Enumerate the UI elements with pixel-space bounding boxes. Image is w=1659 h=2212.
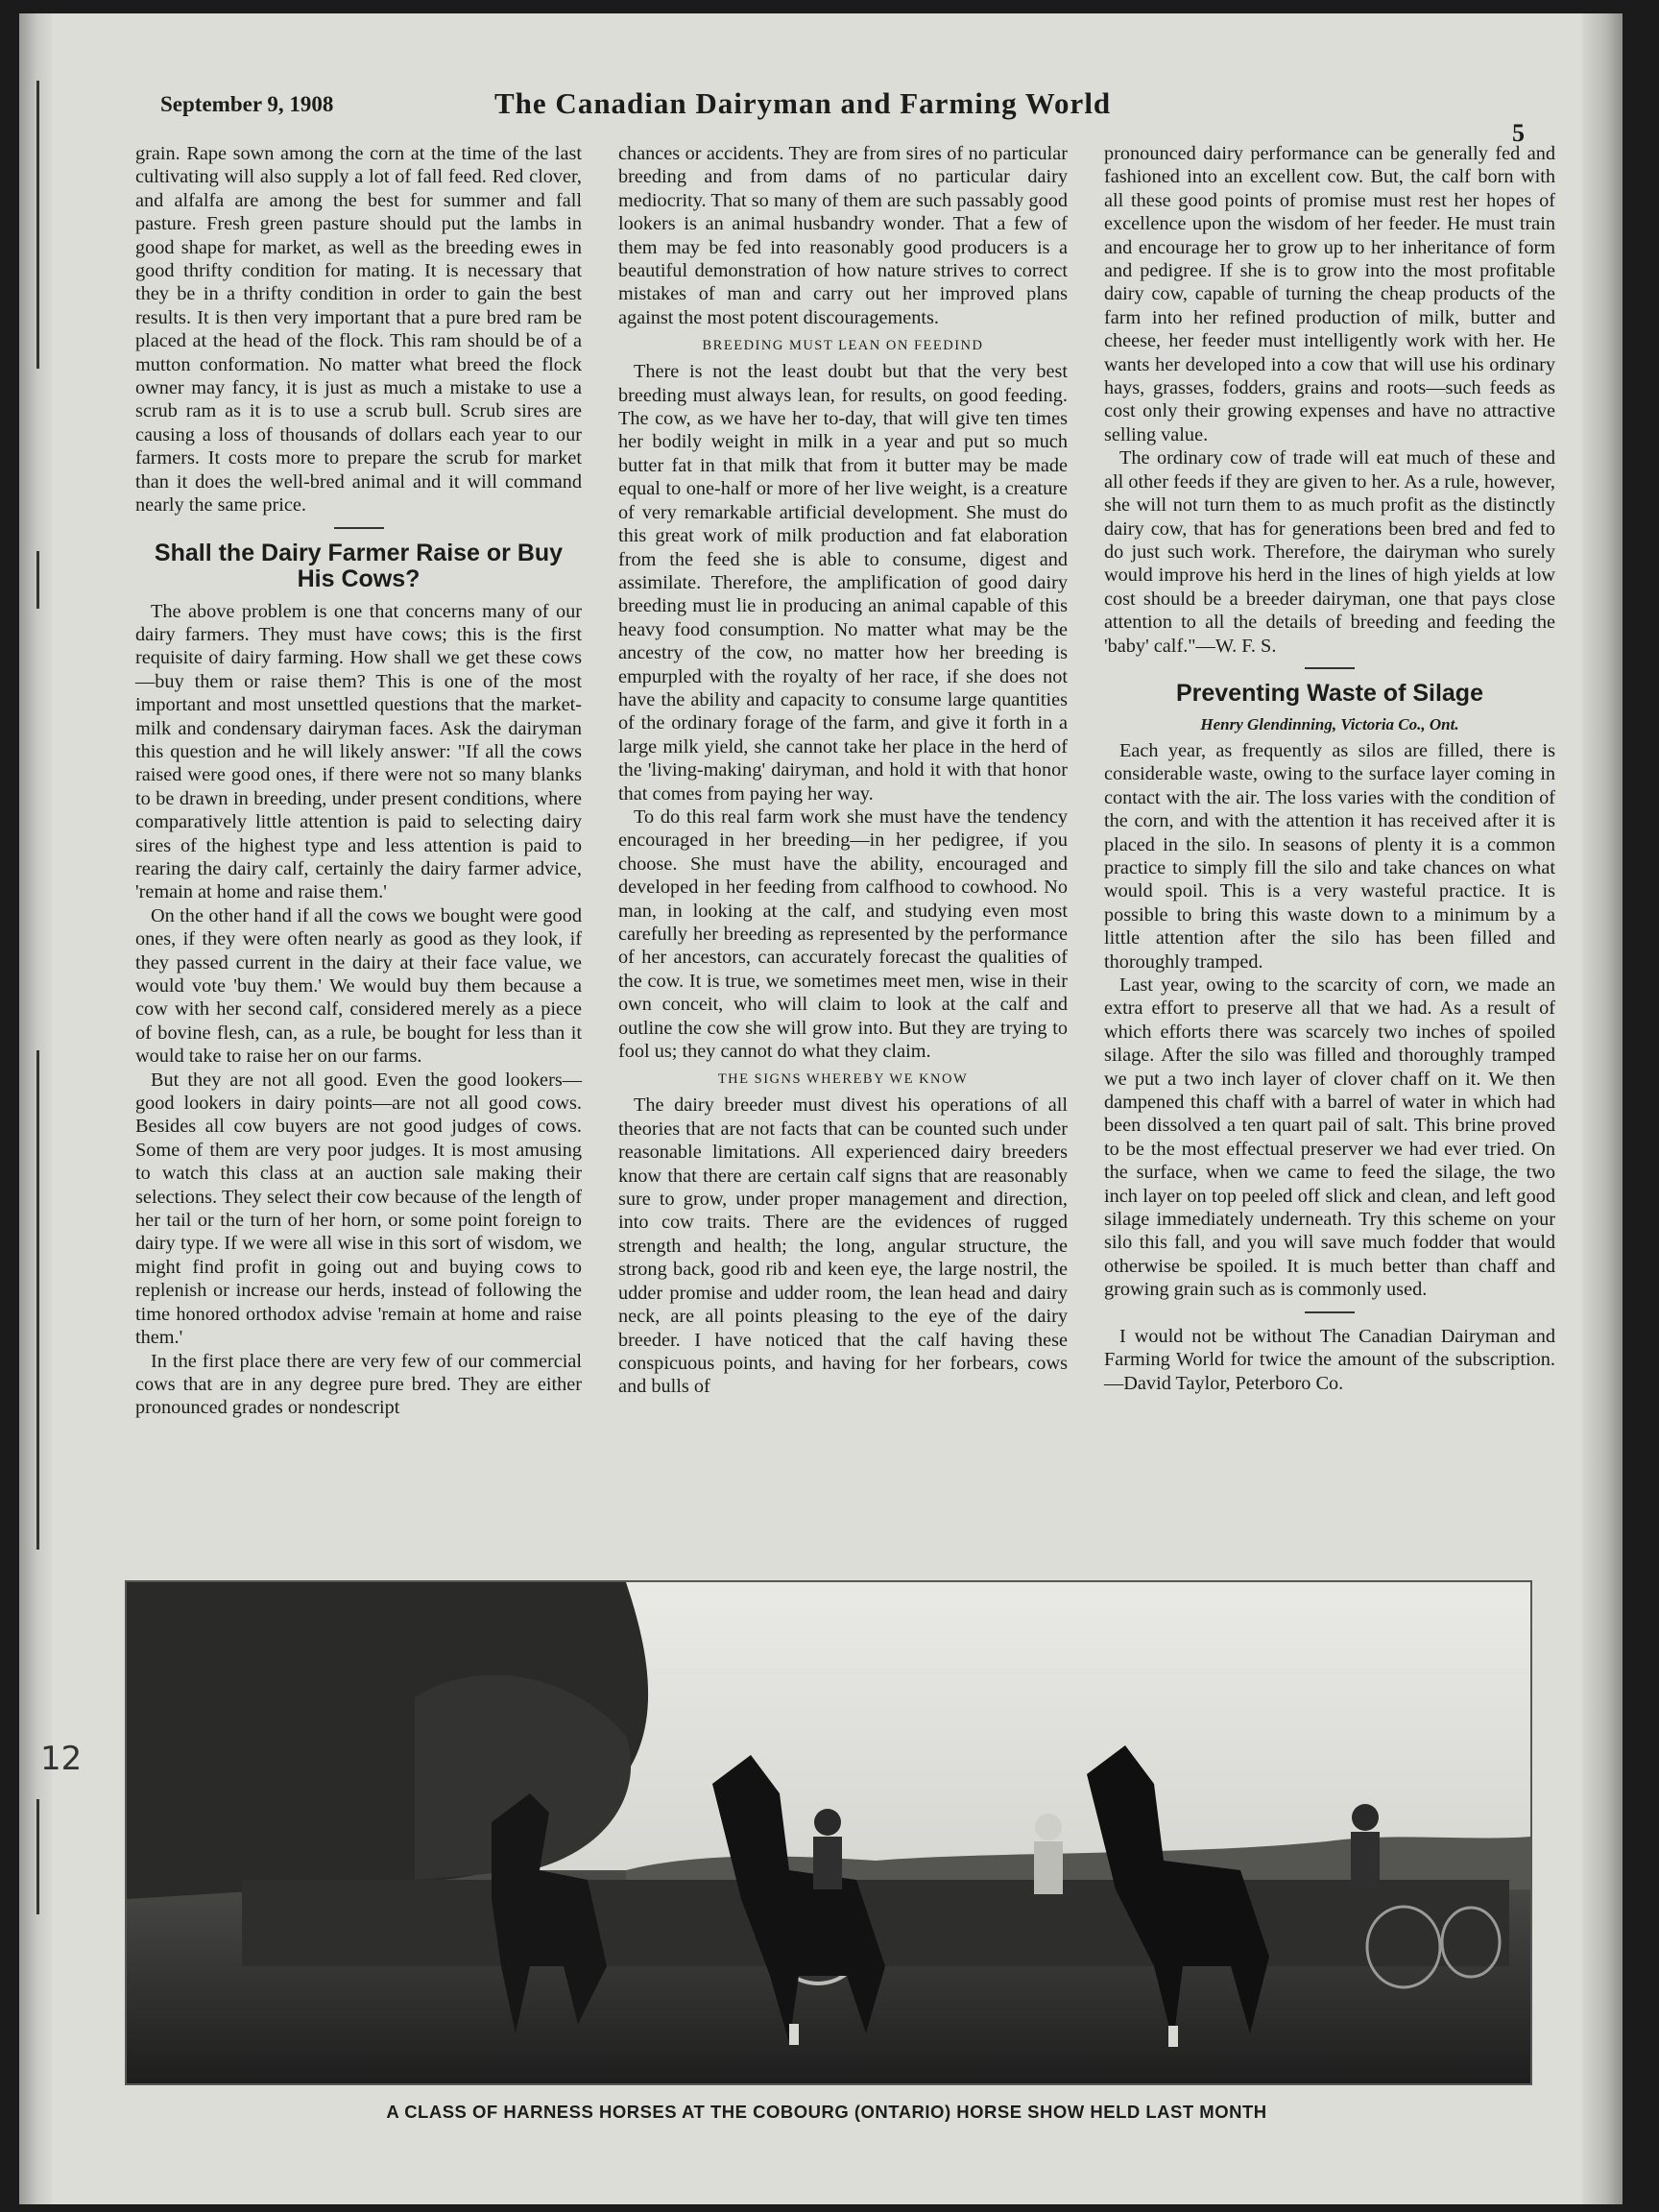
article-heading: Preventing Waste of Silage <box>1176 679 1483 707</box>
paragraph: chances or accidents. They are from sires of no particular breeding and from dams of no particular dairy mediocrity. That so many of them are such passably good lookers is an animal husbandry wonder. That a few of them may be fed into reasonably good producers is a beautiful demonstration of how nature strives to correct mistakes of man and carry out her improved plans against the most potent discouragements. <box>618 143 1068 328</box>
testimonial-paragraph: I would not be without The Canadian Dairyman and Farming World for twice the amount of the subscription.—David Taylor, Peterboro Co. <box>1104 1325 1555 1394</box>
spine-mark <box>36 1799 39 1914</box>
binding-spine <box>19 13 52 2204</box>
column-2 <box>618 142 1068 1399</box>
spine-mark <box>36 81 39 369</box>
issue-date: September 9, 1908 <box>160 92 334 116</box>
section-divider <box>334 527 384 529</box>
page-header <box>139 83 1551 147</box>
masthead: The Canadian Dairyman and Farming World <box>494 86 1112 120</box>
author-byline: Henry Glendinning, Victoria Co., Ont. <box>1200 714 1459 733</box>
paragraph: But they are not all good. Even the good lookers—good lookers in dairy points—are not all good cows. Besides all cow buyers are not good judges of cows. Some of them are very poor judges. It is most amusing to watch this class at an auction sale making their selections. They select their cow because of the length of her tail or the turn of her horn, or some point foreign to dairy type. If we were all wise in this sort of wisdom, we might find profit in going out and buying cows to replenish or increase our herds, instead of following the time honored orthodox advise 'remain at home and raise them.' <box>135 1069 582 1349</box>
section-divider <box>1305 1311 1355 1313</box>
photo-illustration <box>127 1582 1530 2083</box>
photo-caption: A CLASS OF HARNESS HORSES AT THE COBOURG (ONTARIO) HORSE SHOW HELD LAST MONTH <box>386 2102 1267 2122</box>
paragraph: On the other hand if all the cows we bought were good ones, if they were often nearly as good as they look, if they passed current in the dairy at their face value, we would vote 'buy them.' We would buy them because a cow with her second calf, considered merely as a piece of bovine flesh, can, as a rule, be bought for less than it would take to raise her on our farms. <box>135 904 582 1068</box>
paragraph: pronounced dairy performance can be generally fed and fashioned into an excellent cow. But, the calf born with all these good points of promise must rest her hopes of excellence upon the wisdom of her feeder. He must train and encourage her to grow up to her inheritance of form and pedigree. If she is to grow into the most profitable dairy cow, capable of turning the cheap products of the farm into her refined production of milk, butter and cheese, her feeder must intelligently work with her. He wants her developed into a cow that will use his ordinary hays, grasses, fodders, grains and roots—such feeds as cost only their growing expenses and have no attractive selling value. <box>1104 143 1555 445</box>
handwritten-margin-mark: 12 <box>40 1740 83 1778</box>
page-edge-shadow <box>1582 13 1623 2204</box>
column-1 <box>135 142 582 1420</box>
spine-mark <box>36 551 39 609</box>
spine-mark <box>36 1050 39 1550</box>
section-divider <box>1305 667 1355 669</box>
paragraph: There is not the least doubt but that the very best breeding must always lean, for results, on good feeding. The cow, as we have her to-day, that will give ten times her bodily weight in milk in a year and put so much butter fat in that milk that from it butter may be made equal to one-half or more of her live weight, is a creature of very remarkable artificial development. She must do this great work of milk production and fat elaboration from the feed she is able to consume, digest and assimilate. Therefore, the amplification of good dairy breeding must lie in producing an animal capable of this heavy food consumption. No matter what may be the ancestry of the cow, no matter how her breeding is empurpled with the royalty of her race, if she does not have the ability and capacity to consume large quantities of the ordinary forage of the farm, and give it forth in a large milk yield, she cannot take her place in the herd of the 'living-making' dairyman, and hold it with that honor that comes from paying her way. <box>618 361 1068 805</box>
subheading: THE SIGNS WHEREBY WE KNOW <box>717 1071 969 1088</box>
column-3 <box>1104 142 1555 1395</box>
page-number: 5 <box>1512 119 1525 147</box>
subheading: BREEDING MUST LEAN ON FEEDIND <box>702 338 984 354</box>
paragraph: grain. Rape sown among the corn at the time of the last cultivating will also supply a lot of fall feed. Red clover, and alfalfa are among the best for summer and fall pasture. Fresh green pasture should put the lambs in good shape for market, as well as the breeding ewes in good thrifty condition for mating. It is necessary that they be in a thrifty condition in order to gain the best results. It is then very important that a pure bred ram be placed at the head of the flock. This ram should be of a mutton conformation. No matter what breed the flock owner may fancy, it is just as much a mistake to use a scrub ram as it is to use a scrub bull. Scrub sires are causing a loss of thousands of dollars each year to our farmers. It costs more to prepare the scrub for market than it does the well-bred animal and it will command nearly the same price. <box>135 143 582 517</box>
paragraph: The dairy breeder must divest his operations of all theories that are not facts that can be counted such under reasonable limitations. All experienced dairy breeders know that there are certain calf signs that are reasonably sure to grow, under proper management and direction, into cow traits. There are the evidences of rugged strength and health; the long, angular structure, the strong back, good rib and keen eye, the large nostril, the udder promise and udder room, the lean head and dairy neck, are all points pleasing to the eye of the dairy breeder. I have noticed that the calf having these conspicuous points, and having for her forbears, cows and bulls of <box>618 1094 1068 1398</box>
paragraph: Last year, owing to the scarcity of corn, we made an extra effort to preserve all that we had. As a result of which efforts there was scarcely two inches of spoiled silage. After the silo was filled and thoroughly tramped we put a two inch layer of clover chaff on it. We then dampened this chaff with a barrel of water in which had been dissolved a ten quart pail of salt. This brine proved to be the most effectual preserver we had ever tried. On the surface, when we came to feed the silage, the two inch layer on top peeled off slick and clean, and left good silage immediately underneath. Try this scheme on your silo this fall, and you will save much fodder that would otherwise be spoiled. It is much better than chaff and growing grain such as is commonly used. <box>1104 974 1555 1301</box>
article-heading: Shall the Dairy Farmer Raise or Buy His Cows? <box>154 539 564 592</box>
horse-show-photograph <box>125 1580 1532 2085</box>
paragraph: The above problem is one that concerns many of our dairy farmers. They must have cows; this is the first requisite of dairy farming. How shall we get these cows—buy them or raise them? This is one of the most important and most unsettled questions that the market-milk and condensary dairyman faces. Ask the dairyman this question and he will likely answer: "If all the cows raised were good ones, if there were not so many blanks to be drawn in breeding, under present conditions, where comparatively little attention is paid to selecting dairy sires of the highest type and less attention is paid to rearing the dairy calf, certainly the dairy farmer advice, 'remain at home and raise them.' <box>135 600 582 903</box>
paragraph: Each year, as frequently as silos are filled, there is considerable waste, owing to the surface layer coming in contact with the air. The loss varies with the condition of the corn, and with the attention it has received after it is placed in the silo. In seasons of plenty it is a common practice to simply fill the silo and take chances on what would spoil. This is a very wasteful practice. It is possible to bring this waste down to a minimum by a little attention after the silo has been filled and thoroughly tramped. <box>1104 739 1555 973</box>
paragraph: In the first place there are very few of our commercial cows that are in any degree pure bred. They are either pronounced grades or nondescript <box>135 1350 582 1419</box>
paragraph: To do this real farm work she must have the tendency encouraged in her breeding—in her pedigree, if you choose. She must have the ability, encouraged and developed in her feeding from calfhood to cowhood. No man, in looking at the calf, and studying even most carefully her breeding as represented by the performance of her ancestors, can accurately forecast the qualities of the cow. It is true, we sometimes meet men, wise in their own conceit, who will claim to look at the calf and outline the cow she will grow into. But they are trying to fool us; they cannot do what they claim. <box>618 805 1068 1063</box>
paragraph: The ordinary cow of trade will eat much of these and all other feeds if they are given to her. As a rule, however, she will not turn them to as much profit as the distinctly dairy cow, that has for generations been bred and fed to do just such work. Therefore, the dairyman who surely would improve his herd in the lines of high yields at low cost should be a breeder dairyman, one that pays close attention to all the details of breeding and feeding the 'baby' calf."—W. F. S. <box>1104 447 1555 657</box>
